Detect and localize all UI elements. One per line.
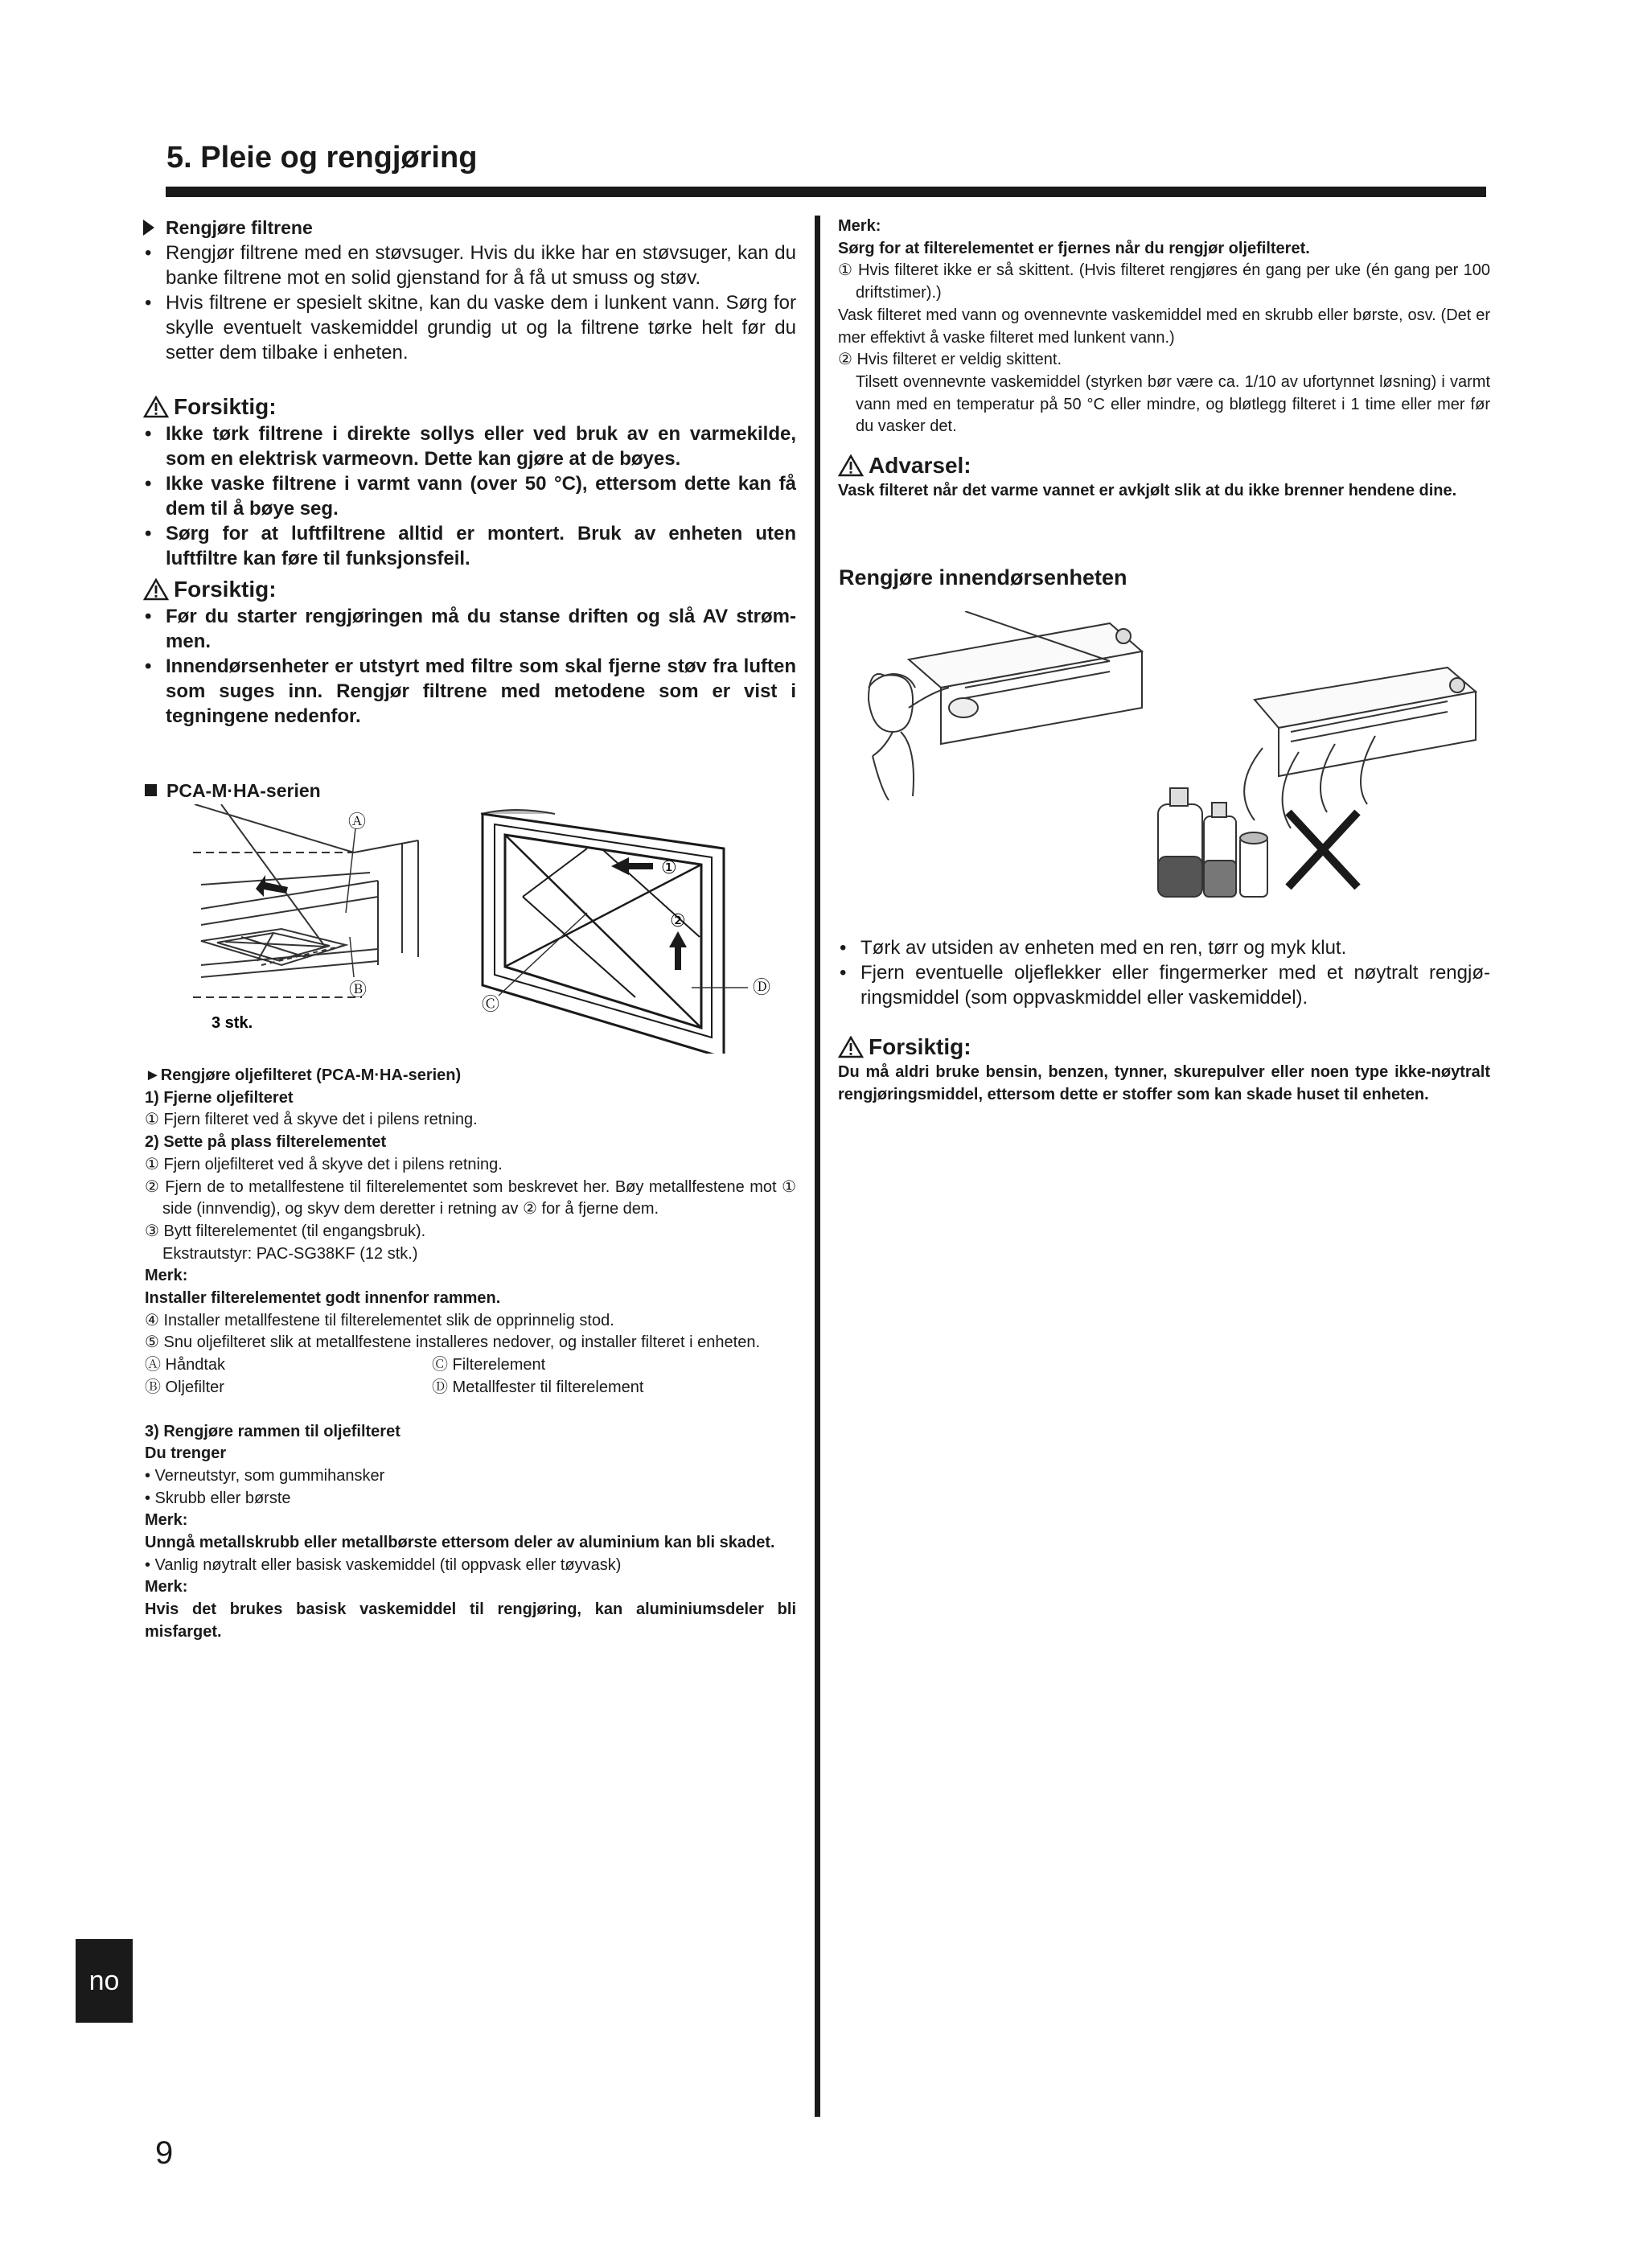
label-b: Ⓑ [349, 980, 368, 1000]
step-text: ① Hvis filteret ikke er så skittent. (Hvis filteret rengjøres én gang per uke (én gang per 100 driftstimer).) [838, 261, 1490, 302]
frame-heading: 3) Rengjøre rammen til oljefilteret [145, 1422, 400, 1440]
page-title: 5. Pleie og rengjøring [166, 141, 478, 175]
indoor-unit-left [909, 611, 1142, 744]
list-item: • Verneutstyr, som gummihansker [145, 1466, 385, 1485]
label-2: ② [670, 910, 686, 931]
column-divider [815, 216, 820, 2117]
step-text: Ekstrautstyr: PAC-SG38KF (12 stk.) [162, 1244, 418, 1263]
step-text: ③ Bytt filterelementet (til engangsbruk). [145, 1222, 426, 1240]
label-d: Ⓓ [753, 977, 771, 997]
right-column [838, 216, 1490, 503]
oil-filter-figure [185, 804, 804, 1054]
note-label: Merk: [838, 217, 881, 235]
legend-item: Ⓒ Filterelement [432, 1356, 546, 1374]
list-item: • Tørk av utsiden av enheten med en ren, tørr og myk klut. [838, 935, 1490, 960]
indoor-unit-figure [852, 611, 1480, 913]
list-item: • Hvis filtrene er spesielt skitne, kan du vaske dem i lunkent vann. Sørg for skylle eventuelt vaskemiddel grundig ut og la filtrene tørke helt før du setter dem tilbake i enheten. [143, 290, 796, 365]
list-item: • Fjern eventuelle oljeflekker eller fingermerker med et nøytralt rengjøringsmiddel (som oppvaskmiddel eller vaskemiddel). [838, 960, 1490, 1010]
series-heading: PCA-M·HA-serien [145, 780, 321, 802]
legend-item: Ⓑ Oljefilter [145, 1378, 224, 1396]
step-text: ④ Installer metallfestene til filterelementet slik de opprinnelig stod. [145, 1311, 614, 1329]
warning-triangle-icon [838, 454, 864, 477]
oil-filter-heading: ►Rengjøre oljefilteret (PCA-M·HA-serien) [145, 1066, 462, 1084]
step-text: ② Hvis filteret er veldig skittent. [838, 351, 1062, 369]
indoor-unit-section [838, 935, 1490, 1106]
step-text: ① Fjern filteret ved å skyve det i pilens retning. [145, 1111, 478, 1129]
oil-filter-section [145, 1065, 796, 1644]
step-text: ② Fjern de to metallfestene til filterelementet som beskrevet her. Bøy metallfestene mot ① side (innvendig), og skyv dem deretter i retning av ② for å fjerne dem. [145, 1177, 796, 1218]
square-bullet-icon [145, 784, 157, 796]
warning-triangle-icon [143, 396, 169, 418]
list-item: • Ikke vaske filtrene i varmt vann (over 50 °C), ettersom dette kan få dem til å bøye seg. [143, 471, 796, 521]
warning-triangle-icon [143, 578, 169, 601]
list-item: • Innendørsenheter er utstyrt med filtre som skal fjerne støv fra luften som suges inn. Rengjør filtrene med metodene som er vist i tegningene nedenfor. [143, 654, 796, 729]
note-text: Sørg for at filterelementet er fjernes når du rengjør oljefilteret. [838, 239, 1310, 257]
step-text: Tilsett ovennevnte vaskemiddel (styrken bør være ca. 1/10 av ufortynnet løsning) i varmt vann med en temperatur på 50 °C eller mindre, og bløtlegg filteret i 1 time eller mer før du vasker det. [856, 372, 1490, 436]
figure-legend [145, 1354, 796, 1399]
indoor-unit-heading: Rengjøre innendørsenheten [839, 565, 1127, 590]
warning-heading: Advarsel: [838, 451, 1490, 480]
filter-frame [481, 810, 724, 1054]
caution-list [143, 604, 796, 729]
quantity-label: 3 stk. [212, 1014, 253, 1032]
detergent-bottles [1158, 788, 1267, 897]
triangle-bullet-icon [143, 220, 154, 236]
label-a: Ⓐ [348, 811, 367, 832]
step1-heading: 1) Fjerne oljefilteret [145, 1088, 294, 1107]
legend-item: Ⓓ Metallfester til filterelement [432, 1378, 644, 1396]
note-label: Merk: [145, 1578, 188, 1596]
legend-item: Ⓐ Håndtak [145, 1356, 226, 1374]
list-item: • Før du starter rengjøringen må du stanse driften og slå AV strømmen. [143, 604, 796, 654]
title-rule [166, 187, 1486, 197]
caution-list [143, 421, 796, 571]
note-label: Merk: [145, 1267, 188, 1285]
note-text: Hvis det brukes basisk vaskemiddel til rengjøring, kan aluminiumsdeler bli misfarget. [145, 1600, 796, 1641]
note-label: Merk: [145, 1511, 188, 1530]
caution-text: Du må aldri bruke bensin, benzen, tynner, skurepulver eller noen type ikke-nøytralt rengjøringsmiddel, ettersom dette er stoffer som kan skade huset til enheten. [838, 1063, 1490, 1103]
note-text: Unngå metallskrubb eller metallbørste ettersom deler av aluminium kan bli skadet. [145, 1534, 775, 1552]
caution-heading: Forsiktig: [143, 392, 796, 421]
unit-drawing [193, 804, 418, 997]
page-number: 9 [155, 2135, 174, 2171]
step-text: Vask filteret med vann og ovennevnte vaskemiddel med en skrubb eller børste, osv. (Det er mer effektivt å vaske filteret med lunkent vann.) [838, 306, 1490, 347]
caution-heading: Forsiktig: [838, 1033, 1490, 1062]
step-text: ⑤ Snu oljefilteret slik at metallfestene installeres nedover, og installer filteret i enheten. [145, 1333, 760, 1352]
step-text: ① Fjern oljefilteret ved å skyve det i pilens retning. [145, 1155, 503, 1173]
label-1: ① [661, 857, 677, 877]
need-heading: Du trenger [145, 1444, 227, 1463]
indoor-unit-right [1244, 668, 1476, 828]
list-item: • Ikke tørk filtrene i direkte sollys eller ved bruk av en varmekilde, som en elektrisk varmeovn. Dette kan gjøre at de bøyes. [143, 421, 796, 471]
caution-heading: Forsiktig: [143, 575, 796, 604]
cleaning-filters-heading: Rengjøre filtrene [143, 216, 796, 240]
step2-heading: 2) Sette på plass filterelementet [145, 1133, 387, 1152]
list-item: • Skrubb eller børste [145, 1489, 291, 1507]
cleaning-filters-list [143, 240, 796, 365]
label-c: Ⓒ [482, 994, 500, 1014]
warning-text: Vask filteret når det varme vannet er avkjølt slik at du ikke brenner hendene dine. [838, 482, 1457, 500]
language-tab: no [76, 1939, 133, 2023]
warning-triangle-icon [838, 1036, 864, 1058]
left-column [143, 216, 796, 729]
note-text: Installer filterelementet godt innenfor rammen. [145, 1289, 501, 1308]
list-item: • Rengjør filtrene med en støvsuger. Hvis du ikke har en støvsuger, kan du banke filtrene mot en solid gjenstand for å få ut smuss og støv. [143, 240, 796, 290]
list-item: • Vanlig nøytralt eller basisk vaskemiddel (til oppvask eller tøyvask) [145, 1555, 622, 1574]
prohibited-cross-icon [1288, 812, 1357, 887]
list-item: • Sørg for at luftfiltrene alltid er montert. Bruk av enheten uten luftfiltre kan føre til funksjonsfeil. [143, 521, 796, 571]
indoor-cleaning-list [838, 935, 1490, 1010]
